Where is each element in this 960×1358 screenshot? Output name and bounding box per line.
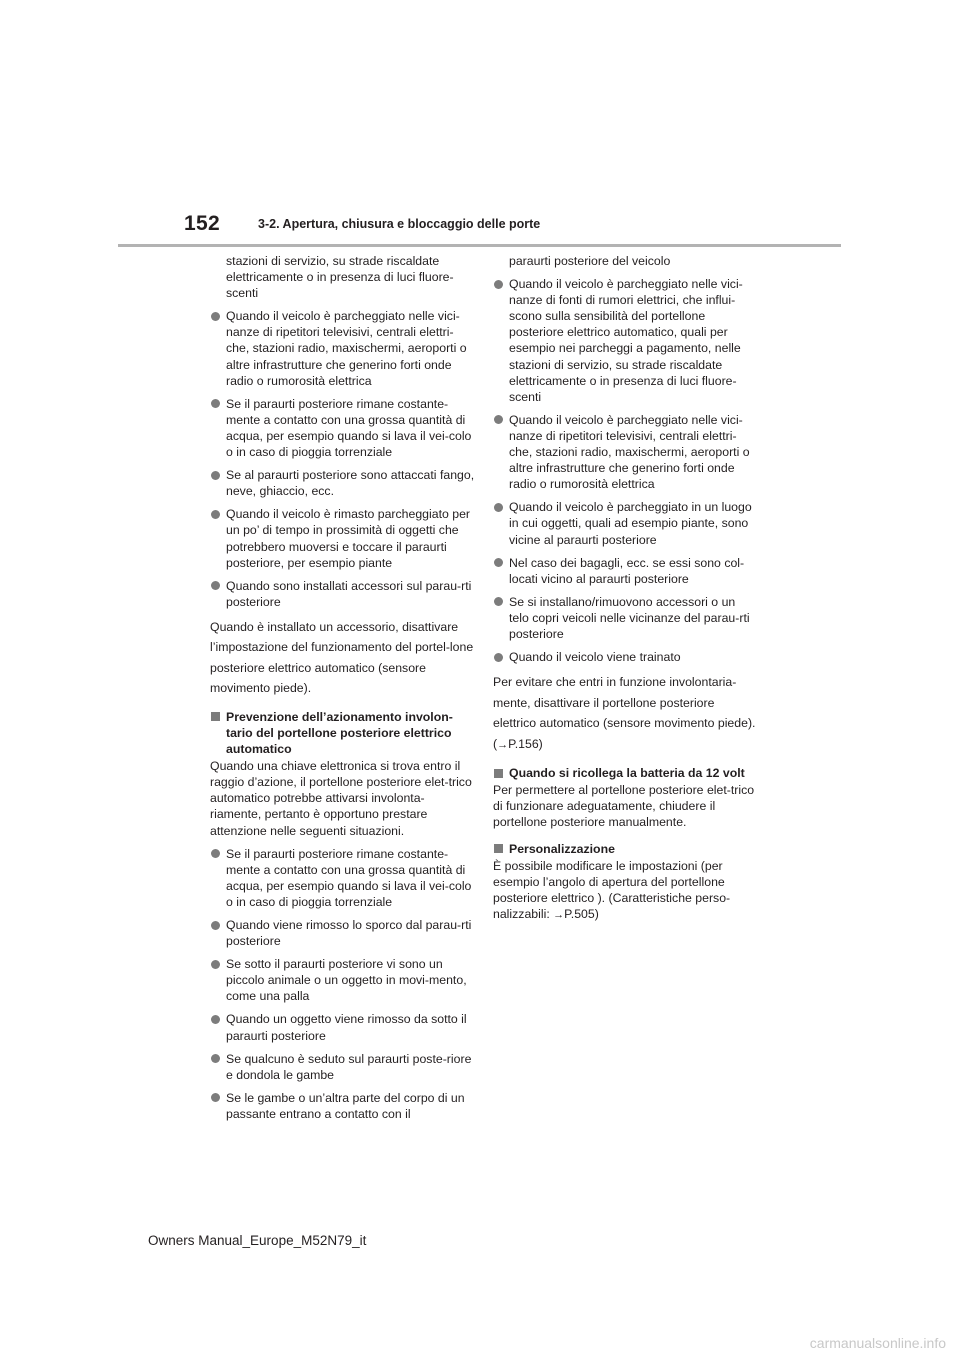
watermark: carmanualsonline.info: [809, 1335, 946, 1351]
list-item: Quando il veicolo è parcheggiato nelle vici-nanze di ripetitori televisivi, centrali elettri-che, stazioni radio, maxischermi, aeroporti o altre infrastrutture che generino forti onde radio o rumorosità elettrica: [210, 308, 475, 388]
list-item: Se sotto il paraurti posteriore vi sono un piccolo animale o un oggetto in movi-mento, come una palla: [210, 956, 475, 1004]
list-item: Quando un oggetto viene rimosso da sotto il paraurti posteriore: [210, 1011, 475, 1043]
customization-text: È possibile modificare le impostazioni (per esempio l’angolo di apertura del portellone posteriore elettrico ). (Caratteristiche perso-nalizzabili:: [493, 858, 731, 921]
list-item: Se le gambe o un’altra parte del corpo di un passante entrano a contatto con il: [210, 1090, 475, 1122]
document-footer: Owners Manual_Europe_M52N79_it: [148, 1233, 367, 1248]
reference-arrow-icon: →: [553, 908, 565, 921]
list-item: Se al paraurti posteriore sono attaccati fango, neve, ghiaccio, ecc.: [210, 467, 475, 499]
list-item: Quando viene rimosso lo sporco dal parau-rti posteriore: [210, 917, 475, 949]
list-item: Se qualcuno è seduto sul paraurti poste-riore e dondola le gambe: [210, 1051, 475, 1083]
accessory-note: Quando è installato un accessorio, disattivare l’impostazione del funzionamento del portel-lone posteriore elettrico automatico (sensore movimento piede).: [210, 619, 474, 696]
list-item: Quando il veicolo è parcheggiato in un luogo in cui oggetti, quali ad esempio piante, sono vicine al paraurti posteriore: [493, 499, 758, 547]
page-reference-link[interactable]: P.505): [564, 906, 599, 921]
right-column: [493, 253, 758, 930]
header-divider: [118, 244, 841, 247]
reference-arrow-icon: →: [497, 738, 509, 751]
page-number: 152: [184, 212, 220, 235]
customization-paragraph: [493, 858, 758, 923]
section-heading-prevention: Prevenzione dell’azionamento involon-tario del portellone posteriore elettrico automatico: [210, 709, 475, 757]
list-item: Se il paraurti posteriore rimane costante-mente a contatto con una grossa quantità di acqua, per esempio quando si lava il vei-colo o in caso di pioggia torrenziale: [210, 396, 475, 460]
section-title: 3-2. Apertura, chiusura e bloccaggio delle porte: [258, 217, 541, 231]
list-item: Quando il veicolo è rimasto parcheggiato per un po’ di tempo in prossimità di oggetti che potrebbero muoversi e toccare il paraurti posteriore, per esempio piante: [210, 506, 475, 570]
towing-note: [493, 672, 758, 755]
continued-text: stazioni di servizio, su strade riscaldate elettricamente o in presenza di luci fluore-scenti: [226, 254, 454, 301]
prevention-paragraph: Quando una chiave elettronica si trova entro il raggio d’azione, il portellone posteriore elet-trico automatico potrebbe attivarsi involonta-riamente, pertanto è opportuno prestare attenzione nelle seguenti situazioni.: [210, 759, 472, 838]
list-item: Se si installano/rimuovono accessori o un telo copri veicoli nelle vicinanze del parau-rti posteriore: [493, 594, 758, 642]
continued-text: paraurti posteriore del veicolo: [509, 254, 671, 268]
page-reference-link[interactable]: P.156): [508, 736, 543, 751]
list-item: Quando il veicolo è parcheggiato nelle vici-nanze di fonti di rumori elettrici, che influi-scono sulla sensibilità del portellone posteriore elettrico automatico, quali per esempio nei parcheggi a pagamento, nelle stazioni di servizio, su strade riscaldate elettricamente o in presenza di luci fluore-scenti: [493, 276, 758, 405]
list-item: Quando sono installati accessori sul parau-rti posteriore: [210, 578, 475, 610]
section-heading-battery: Quando si ricollega la batteria da 12 volt: [493, 765, 758, 781]
list-item: Quando il veicolo viene trainato: [493, 649, 758, 665]
list-item: Quando il veicolo è parcheggiato nelle vici-nanze di ripetitori televisivi, centrali elettri-che, stazioni radio, maxischermi, aeroporti o altre infrastrutture che generino forti onde radio o rumorosità elettrica: [493, 412, 758, 492]
list-item: Nel caso dei bagagli, ecc. se essi sono col-locati vicino al paraurti posteriore: [493, 555, 758, 587]
section-heading-customization: Personalizzazione: [493, 841, 758, 857]
left-column: [210, 253, 475, 1129]
battery-paragraph: Per permettere al portellone posteriore elet-trico di funzionare adeguatamente, chiudere il portellone posteriore manualmente.: [493, 783, 755, 830]
towing-note-text: Per evitare che entri in funzione involontaria-mente, disattivare il portellone posteriore elettrico automatico (sensore movimento piede). (: [493, 675, 756, 751]
list-item: Se il paraurti posteriore rimane costante-mente a contatto con una grossa quantità di acqua, per esempio quando si lava il vei-colo o in caso di pioggia torrenziale: [210, 846, 475, 910]
